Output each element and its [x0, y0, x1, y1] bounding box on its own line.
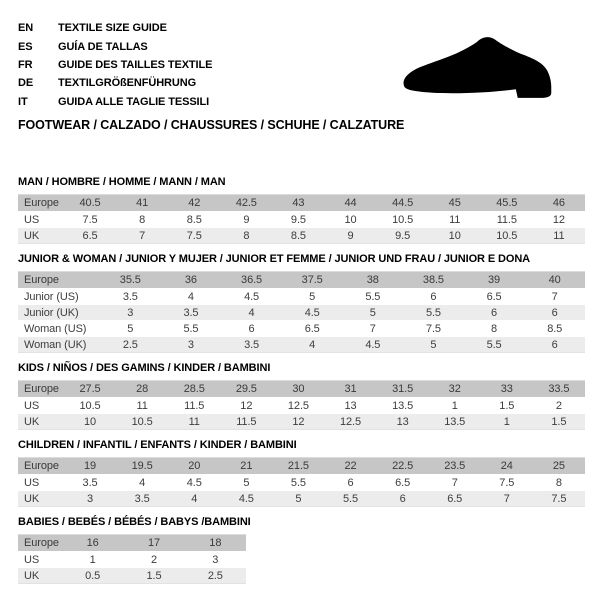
size-cell: 7.5: [82, 213, 98, 226]
size-cell: 8.5: [186, 213, 202, 226]
size-cell: 9.5: [290, 213, 306, 226]
row-label: US: [24, 553, 40, 566]
size-cell: 42: [188, 196, 201, 209]
size-cell: 2: [150, 553, 157, 566]
size-cell: 6: [430, 290, 437, 303]
size-cell: 1: [503, 415, 510, 428]
size-cell: 6: [399, 492, 406, 505]
size-cell: 28.5: [183, 382, 205, 395]
size-cell: 5: [295, 492, 302, 505]
size-cell: 41: [136, 196, 149, 209]
size-cell: 40.5: [79, 196, 101, 209]
size-row-junior-us: [18, 288, 585, 304]
size-cell: 24: [500, 459, 513, 472]
size-cell: 38: [366, 273, 379, 286]
size-row-uk: [18, 490, 585, 506]
size-cell: 8: [491, 322, 498, 335]
size-cell: 0.5: [85, 569, 101, 582]
size-cell: 10: [84, 415, 97, 428]
size-cell: 3: [87, 492, 94, 505]
size-cell: 2.5: [122, 338, 138, 351]
size-cell: 42.5: [235, 196, 257, 209]
size-cell: 39: [488, 273, 501, 286]
size-row-woman-uk: [18, 336, 585, 352]
size-cell: 16: [86, 536, 99, 549]
kids-size-section: [18, 362, 585, 430]
section-title-junior-woman: JUNIOR & WOMAN / JUNIOR Y MUJER / JUNIOR ET FEMME / JUNIOR UND FRAU / JUNIOR E DONA: [18, 252, 531, 265]
size-cell: 38.5: [422, 273, 444, 286]
size-cell: 7.5: [186, 229, 202, 242]
size-cell: 5: [243, 476, 250, 489]
size-cell: 29.5: [235, 382, 257, 395]
row-label: Europe: [24, 196, 59, 209]
size-cell: 7.5: [499, 476, 515, 489]
size-cell: 33: [500, 382, 513, 395]
language-guide-title: TEXTILE SIZE GUIDE: [58, 22, 167, 35]
size-row-europe: [18, 381, 585, 397]
size-cell: 45: [448, 196, 461, 209]
size-cell: 32: [448, 382, 461, 395]
section-title-man: MAN / HOMBRE / HOMME / MANN / MAN: [18, 175, 226, 188]
size-cell: 12: [292, 415, 305, 428]
size-cell: 28: [136, 382, 149, 395]
size-cell: 5.5: [365, 290, 381, 303]
kids-size-table: [18, 380, 585, 430]
size-row-europe: [18, 458, 585, 474]
size-cell: 4.5: [365, 338, 381, 351]
size-cell: 44: [344, 196, 357, 209]
size-cell: 4.5: [186, 476, 202, 489]
size-row-us: [18, 551, 246, 567]
size-cell: 11: [136, 399, 148, 412]
size-cell: 18: [209, 536, 222, 549]
size-cell: 44.5: [392, 196, 414, 209]
size-row-uk: [18, 413, 585, 429]
size-cell: 6.5: [447, 492, 463, 505]
size-cell: 31: [344, 382, 357, 395]
size-cell: 13.5: [392, 399, 414, 412]
size-cell: 22: [344, 459, 357, 472]
size-cell: 17: [147, 536, 161, 549]
size-cell: 45.5: [496, 196, 518, 209]
size-cell: 11.5: [184, 399, 205, 412]
size-cell: 3: [187, 338, 194, 351]
size-cell: 3.5: [183, 306, 199, 319]
row-label: UK: [24, 229, 40, 242]
size-cell: 10: [344, 213, 357, 226]
size-cell: 9: [347, 229, 354, 242]
size-cell: 5: [309, 290, 316, 303]
size-cell: 36: [184, 273, 197, 286]
size-cell: 1: [89, 553, 96, 566]
size-cell: 35.5: [119, 273, 141, 286]
size-cell: 11: [449, 213, 461, 226]
man-size-table: [18, 194, 585, 244]
size-cell: 21: [240, 459, 253, 472]
size-cell: 13: [396, 415, 409, 428]
size-row-uk: [18, 227, 585, 243]
size-cell: 9: [243, 213, 250, 226]
dress-shoe-icon: [398, 32, 580, 110]
size-cell: 3.5: [122, 290, 138, 303]
size-cell: 5.5: [183, 322, 199, 335]
category-heading: FOOTWEAR / CALZADO / CHAUSSURES / SCHUHE / CALZATURE: [18, 117, 405, 132]
size-row-uk: [18, 567, 246, 583]
row-label: Junior (US): [24, 290, 79, 303]
size-cell: 40: [548, 273, 561, 286]
size-cell: 8: [139, 213, 146, 226]
size-cell: 8: [555, 476, 562, 489]
size-cell: 25: [552, 459, 565, 472]
size-cell: 1.5: [146, 569, 162, 582]
size-cell: 12: [240, 399, 253, 412]
row-label: UK: [24, 415, 40, 428]
size-cell: 8.5: [290, 229, 306, 242]
size-cell: 31.5: [392, 382, 414, 395]
size-cell: 46: [552, 196, 565, 209]
row-label: Junior (UK): [24, 306, 79, 319]
size-cell: 5.5: [343, 492, 359, 505]
children-size-section: [18, 439, 585, 507]
size-cell: 19: [84, 459, 97, 472]
size-cell: 9.5: [395, 229, 411, 242]
size-cell: 33.5: [548, 382, 570, 395]
size-row-woman-us: [18, 320, 585, 336]
language-code: EN: [18, 22, 34, 35]
size-cell: 4.5: [304, 306, 320, 319]
language-guide-title: GUIDA ALLE TAGLIE TESSILI: [58, 95, 210, 108]
size-cell: 7: [139, 229, 146, 242]
size-cell: 2: [555, 399, 562, 412]
size-cell: 3: [127, 306, 134, 319]
language-code: ES: [18, 40, 33, 53]
size-cell: 10: [448, 229, 461, 242]
size-cell: 10.5: [131, 415, 153, 428]
size-cell: 1.5: [499, 399, 515, 412]
size-cell: 37.5: [301, 273, 323, 286]
size-cell: 13.5: [444, 415, 466, 428]
size-cell: 4: [139, 476, 146, 489]
size-cell: 22.5: [392, 459, 414, 472]
size-cell: 6: [491, 306, 498, 319]
row-label: Woman (US): [24, 322, 87, 335]
size-cell: 6.5: [395, 476, 411, 489]
size-cell: 4: [187, 290, 194, 303]
size-cell: 7: [451, 476, 458, 489]
row-label: Europe: [24, 459, 59, 472]
size-cell: 4: [191, 492, 198, 505]
size-cell: 6.5: [304, 322, 320, 335]
size-cell: 5: [430, 338, 437, 351]
size-cell: 13: [344, 399, 357, 412]
size-row-us: [18, 211, 585, 227]
size-cell: 3: [212, 553, 219, 566]
size-cell: 3.5: [82, 476, 98, 489]
size-cell: 10.5: [392, 213, 414, 226]
language-code: DE: [18, 77, 34, 90]
size-cell: 7: [369, 322, 376, 335]
size-cell: 4: [309, 338, 316, 351]
language-code: FR: [18, 58, 33, 71]
size-cell: 10.5: [496, 229, 518, 242]
size-row-us: [18, 397, 585, 413]
size-cell: 23.5: [444, 459, 466, 472]
row-label: UK: [24, 569, 40, 582]
size-cell: 8.5: [547, 322, 563, 335]
row-label: Europe: [24, 273, 59, 286]
size-cell: 11: [553, 229, 565, 242]
size-cell: 30: [292, 382, 305, 395]
size-cell: 5.5: [425, 306, 441, 319]
size-cell: 8: [243, 229, 250, 242]
size-cell: 19.5: [131, 459, 153, 472]
junior-woman-size-section: [18, 253, 585, 353]
size-cell: 7: [503, 492, 510, 505]
language-guide-title: GUIDE DES TAILLES TEXTILE: [58, 58, 213, 71]
row-label: Woman (UK): [24, 338, 87, 351]
size-cell: 12: [552, 213, 565, 226]
size-cell: 12.5: [340, 415, 362, 428]
size-cell: 5.5: [290, 476, 306, 489]
man-size-section: [18, 176, 585, 244]
size-row-europe: [18, 535, 246, 551]
size-cell: 7.5: [551, 492, 567, 505]
size-row-junior-uk: [18, 304, 585, 320]
size-row-europe: [18, 272, 585, 288]
section-title-children: CHILDREN / INFANTIL / ENFANTS / KINDER / BAMBINI: [18, 438, 297, 451]
size-cell: 5: [369, 306, 376, 319]
size-row-us: [18, 474, 585, 490]
section-title-kids: KIDS / NIÑOS / DES GAMINS / KINDER / BAMBINI: [18, 361, 271, 374]
size-cell: 4.5: [238, 492, 254, 505]
row-label: US: [24, 213, 40, 226]
size-cell: 4.5: [244, 290, 260, 303]
size-cell: 6: [248, 322, 255, 335]
size-cell: 5.5: [486, 338, 502, 351]
size-cell: 21.5: [287, 459, 309, 472]
size-cell: 11.5: [236, 415, 257, 428]
language-guide-title: GUÍA DE TALLAS: [58, 40, 148, 53]
size-tables: [18, 176, 585, 584]
row-label: US: [24, 399, 40, 412]
size-cell: 6.5: [486, 290, 502, 303]
size-cell: 2.5: [207, 569, 223, 582]
size-cell: 11.5: [496, 213, 517, 226]
size-cell: 20: [188, 459, 201, 472]
row-label: US: [24, 476, 40, 489]
size-cell: 1: [451, 399, 458, 412]
row-label: Europe: [24, 382, 59, 395]
size-cell: 6: [347, 476, 354, 489]
size-row-europe: [18, 195, 585, 211]
size-cell: 12.5: [287, 399, 309, 412]
size-cell: 3.5: [244, 338, 260, 351]
size-cell: 27.5: [79, 382, 101, 395]
size-cell: 36.5: [241, 273, 263, 286]
junior-woman-size-table: [18, 271, 585, 353]
language-code: IT: [18, 95, 28, 108]
size-cell: 10.5: [79, 399, 101, 412]
size-cell: 3.5: [134, 492, 150, 505]
language-guide-title: TEXTILGRÖßENFÜHRUNG: [58, 77, 197, 90]
row-label: UK: [24, 492, 40, 505]
size-cell: 5: [127, 322, 134, 335]
children-size-table: [18, 457, 585, 507]
size-cell: 6.5: [82, 229, 98, 242]
size-cell: 43: [292, 196, 305, 209]
row-label: Europe: [24, 536, 59, 549]
size-cell: 6: [551, 338, 558, 351]
size-cell: 7.5: [425, 322, 441, 335]
babies-size-table: [18, 534, 246, 584]
babies-size-section: [18, 516, 585, 584]
size-cell: 7: [551, 290, 558, 303]
section-title-babies: BABIES / BEBÉS / BÉBÉS / BABYS /BAMBINI: [18, 515, 251, 528]
size-cell: 6: [551, 306, 558, 319]
size-cell: 4: [248, 306, 255, 319]
size-cell: 11: [188, 415, 200, 428]
size-cell: 1.5: [551, 415, 567, 428]
